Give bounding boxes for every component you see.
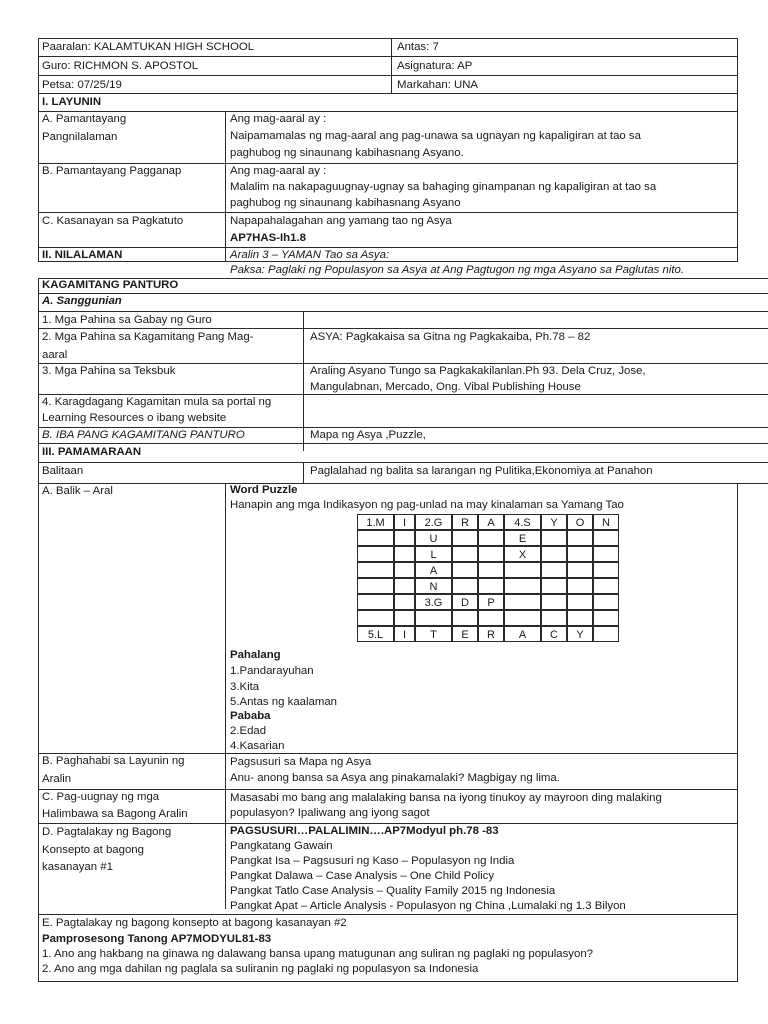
tanong-1: 1. Ano ang hakbang na ginawa ng dalawang bansa upang matugunan ang suliran ng paglaki ng populasyon? xyxy=(42,948,593,960)
subject-name: Asignatura: AP xyxy=(397,60,473,72)
nilalaman-paksa: Paksa: Paglaki ng Populasyon sa Asya at Ang Pagtugon ng mga Asyano sa Paglutas nito. xyxy=(230,264,685,276)
puzzle-cell xyxy=(452,610,478,626)
pagtalakay-2-label: E. Pagtalakay ng bagong konsepto at bagong kasanayan #2 xyxy=(42,917,347,929)
pahalang-title: Pahalang xyxy=(230,649,281,661)
puzzle-cell xyxy=(357,562,394,578)
puzzle-cell: R xyxy=(452,514,478,530)
word-puzzle-instructions: Hanapin ang mga Indikasyon ng pag-unlad na may kinalaman sa Yamang Tao xyxy=(230,499,624,511)
puzzle-cell: 5.L xyxy=(357,626,394,642)
tanong-2: 2. Ano ang mga dahilan ng paglala sa suliranin ng paglaki ng populasyon sa Indonesia xyxy=(42,963,479,975)
puzzle-cell: Y xyxy=(541,514,567,530)
pangnilalaman-content: paghubog ng sinaunang kabihasnang Asyano. xyxy=(230,147,464,159)
teacher-name: Guro: RICHMON S. APOSTOL xyxy=(42,60,199,72)
pangkat-line: Pangkatang Gawain xyxy=(230,840,333,852)
puzzle-cell xyxy=(452,530,478,546)
pahalang-item: 3.Kita xyxy=(230,681,260,693)
iba-pang-kagamitan-value: Mapa ng Asya ,Puzzle, xyxy=(310,429,426,441)
lesson-plan-document xyxy=(38,38,768,982)
puzzle-cell: C xyxy=(541,626,567,642)
pagtalakay-1-label: D. Pagtalakay ng Bagong xyxy=(42,826,172,838)
puzzle-cell xyxy=(567,546,593,562)
kasanayan-code: AP7HAS-Ih1.8 xyxy=(230,232,306,244)
puzzle-cell: 2.G xyxy=(415,514,452,530)
puzzle-cell xyxy=(394,546,415,562)
pangnilalaman-content: Ang mag-aaral ay : xyxy=(230,113,327,125)
puzzle-cell xyxy=(567,562,593,578)
puzzle-cell xyxy=(593,562,619,578)
pag-uugnay-label: C. Pag-uugnay ng mga xyxy=(42,791,160,803)
word-puzzle-title: Word Puzzle xyxy=(230,484,298,496)
puzzle-cell: 1.M xyxy=(357,514,394,530)
puzzle-cell: I xyxy=(394,514,415,530)
pababa-item: 2.Edad xyxy=(230,725,267,737)
puzzle-cell xyxy=(357,578,394,594)
pamprosesong-tanong-title: Pamprosesong Tanong AP7MODYUL81-83 xyxy=(42,933,272,945)
puzzle-cell xyxy=(394,594,415,610)
puzzle-cell: Y xyxy=(567,626,593,642)
puzzle-cell xyxy=(504,610,541,626)
pangkat-line: Pangkat Isa – Pagsusuri ng Kaso – Populasyon ng India xyxy=(230,855,515,867)
puzzle-cell xyxy=(357,594,394,610)
puzzle-cell xyxy=(357,610,394,626)
teksbuk-value: Araling Asyano Tungo sa Pagkakakilanlan.Ph 93. Dela Cruz, Jose, xyxy=(310,365,646,377)
puzzle-cell xyxy=(567,530,593,546)
puzzle-cell xyxy=(504,594,541,610)
quarter: Markahan: UNA xyxy=(397,79,479,91)
puzzle-cell xyxy=(567,578,593,594)
pamantayang-pagganap-label: B. Pamantayang Pagganap xyxy=(42,165,182,177)
puzzle-cell xyxy=(593,546,619,562)
puzzle-cell xyxy=(357,530,394,546)
layunin-heading: I. LAYUNIN xyxy=(42,96,102,108)
puzzle-cell: O xyxy=(567,514,593,530)
balik-aral-label: A. Balik – Aral xyxy=(42,485,113,497)
nilalaman-label: II. NILALAMAN xyxy=(42,249,123,261)
balitaan-value: Paglalahad ng balita sa larangan ng Pulitika,Ekonomiya at Panahon xyxy=(310,465,653,477)
puzzle-cell xyxy=(394,562,415,578)
puzzle-cell xyxy=(394,578,415,594)
pamantayang-pangnilalaman-label-2: Pangnilalaman xyxy=(42,131,118,143)
pag-uugnay-content-2: populasyon? Ipaliwang ang iyong sagot xyxy=(230,807,430,819)
word-puzzle-grid xyxy=(358,515,620,643)
nilalaman-aralin: Aralin 3 – YAMAN Tao sa Asya: xyxy=(230,249,390,261)
puzzle-cell xyxy=(394,610,415,626)
puzzle-cell: A xyxy=(504,626,541,642)
paghahabi-content: Pagsusuri sa Mapa ng Asya xyxy=(230,756,372,768)
puzzle-cell xyxy=(541,578,567,594)
puzzle-cell xyxy=(452,562,478,578)
pagsusuri-title: PAGSUSURI…PALALIMIN….AP7Modyul ph.78 -83 xyxy=(230,825,499,837)
puzzle-cell: 3.G xyxy=(415,594,452,610)
puzzle-cell: 4.S xyxy=(504,514,541,530)
puzzle-cell xyxy=(593,530,619,546)
kagamitang-mag-aaral-label: 2. Mga Pahina sa Kagamitang Pang Mag- xyxy=(42,331,254,343)
puzzle-cell xyxy=(357,546,394,562)
puzzle-cell xyxy=(593,578,619,594)
kagamitang-mag-aaral-label-2: aaral xyxy=(42,349,68,361)
pagganap-content: Ang mag-aaral ay : xyxy=(230,165,327,177)
puzzle-cell: P xyxy=(478,594,504,610)
karagdagang-kagamitan-label-2: Learning Resources o ibang website xyxy=(42,412,227,424)
pag-uugnay-content: Masasabi mo bang ang malalaking bansa na iyong tinukoy ay mayroon ding malaking xyxy=(230,792,662,804)
school-name: Paaralan: KALAMTUKAN HIGH SCHOOL xyxy=(42,41,255,53)
paghahabi-content-2: Anu- anong bansa sa Asya ang pinakamalaki? Magbigay ng lima. xyxy=(230,772,560,784)
puzzle-cell xyxy=(541,610,567,626)
pangkat-line: Pangkat Dalawa – Case Analysis – One Child Policy xyxy=(230,870,495,882)
puzzle-cell: R xyxy=(478,626,504,642)
puzzle-cell xyxy=(593,626,619,642)
pangkat-line: Pangkat Apat – Article Analysis - Populasyon ng China ,Lumalaki ng 1.3 Bilyon xyxy=(230,900,626,912)
puzzle-cell: X xyxy=(504,546,541,562)
pagganap-content: paghubog ng sinaunang kabihasnang Asyano xyxy=(230,197,461,209)
puzzle-cell: E xyxy=(504,530,541,546)
pagganap-content: Malalim na nakapaguugnay-ugnay sa bahaging ginampanan ng kapaligiran at tao sa xyxy=(230,181,657,193)
puzzle-cell xyxy=(541,562,567,578)
grade-level: Antas: 7 xyxy=(397,41,439,53)
puzzle-cell xyxy=(478,610,504,626)
puzzle-cell: A xyxy=(478,514,504,530)
pag-uugnay-label-2: Halimbawa sa Bagong Aralin xyxy=(42,808,188,820)
puzzle-cell xyxy=(567,610,593,626)
kasanayan-content: Napapahalagahan ang yamang tao ng Asya xyxy=(230,215,452,227)
iba-pang-kagamitan-label: B. IBA PANG KAGAMITANG PANTURO xyxy=(42,429,245,441)
pahalang-item: 5.Antas ng kaalaman xyxy=(230,696,338,708)
puzzle-cell xyxy=(478,530,504,546)
puzzle-cell: L xyxy=(415,546,452,562)
lesson-date: Petsa: 07/25/19 xyxy=(42,79,122,91)
pamantayang-pangnilalaman-label: A. Pamantayang xyxy=(42,113,127,125)
puzzle-cell xyxy=(593,610,619,626)
kagamitan-heading: KAGAMITANG PANTURO xyxy=(42,279,179,291)
pagtalakay-1-label-2: Konsepto at bagong xyxy=(42,844,144,856)
paghahabi-label: B. Paghahabi sa Layunin ng xyxy=(42,755,185,767)
teksbuk-label: 3. Mga Pahina sa Teksbuk xyxy=(42,365,176,377)
karagdagang-kagamitan-label: 4. Karagdagang Kagamitan mula sa portal ng xyxy=(42,396,272,408)
puzzle-cell xyxy=(478,546,504,562)
paghahabi-label-2: Aralin xyxy=(42,773,72,785)
kasanayan-label: C. Kasanayan sa Pagkatuto xyxy=(42,215,184,227)
pababa-title: Pababa xyxy=(230,710,271,722)
puzzle-cell xyxy=(541,594,567,610)
pagtalakay-1-label-3: kasanayan #1 xyxy=(42,861,113,873)
puzzle-cell xyxy=(567,594,593,610)
puzzle-cell xyxy=(452,578,478,594)
puzzle-cell: N xyxy=(415,578,452,594)
balitaan-label: Balitaan xyxy=(42,465,84,477)
teksbuk-value-2: Mangulabnan, Mercado, Ong. Vibal Publishing House xyxy=(310,381,581,393)
pamamaraan-heading: III. PAMAMARAAN xyxy=(42,446,142,458)
puzzle-cell: T xyxy=(415,626,452,642)
puzzle-cell: D xyxy=(452,594,478,610)
pababa-item: 4.Kasarian xyxy=(230,740,285,752)
sanggunian-label: A. Sanggunian xyxy=(42,295,122,307)
puzzle-cell xyxy=(504,562,541,578)
puzzle-cell: N xyxy=(593,514,619,530)
puzzle-cell: I xyxy=(394,626,415,642)
pahalang-item: 1.Pandarayuhan xyxy=(230,665,314,677)
puzzle-cell xyxy=(478,578,504,594)
puzzle-cell xyxy=(541,530,567,546)
kagamitang-mag-aaral-value: ASYA: Pagkakaisa sa Gitna ng Pagkakaiba, Ph.78 – 82 xyxy=(310,331,591,343)
gabay-guro-label: 1. Mga Pahina sa Gabay ng Guro xyxy=(42,314,212,326)
puzzle-cell: E xyxy=(452,626,478,642)
puzzle-cell: U xyxy=(415,530,452,546)
puzzle-cell xyxy=(541,546,567,562)
puzzle-cell: A xyxy=(415,562,452,578)
puzzle-cell xyxy=(504,578,541,594)
puzzle-cell xyxy=(478,562,504,578)
puzzle-cell xyxy=(394,530,415,546)
puzzle-cell xyxy=(452,546,478,562)
puzzle-cell xyxy=(593,594,619,610)
puzzle-cell xyxy=(415,610,452,626)
pangnilalaman-content: Naipamamalas ng mag-aaral ang pag-unawa sa ugnayan ng kapaligiran at tao sa xyxy=(230,130,641,142)
pangkat-line: Pangkat Tatlo Case Analysis – Quality Family 2015 ng Indonesia xyxy=(230,885,556,897)
